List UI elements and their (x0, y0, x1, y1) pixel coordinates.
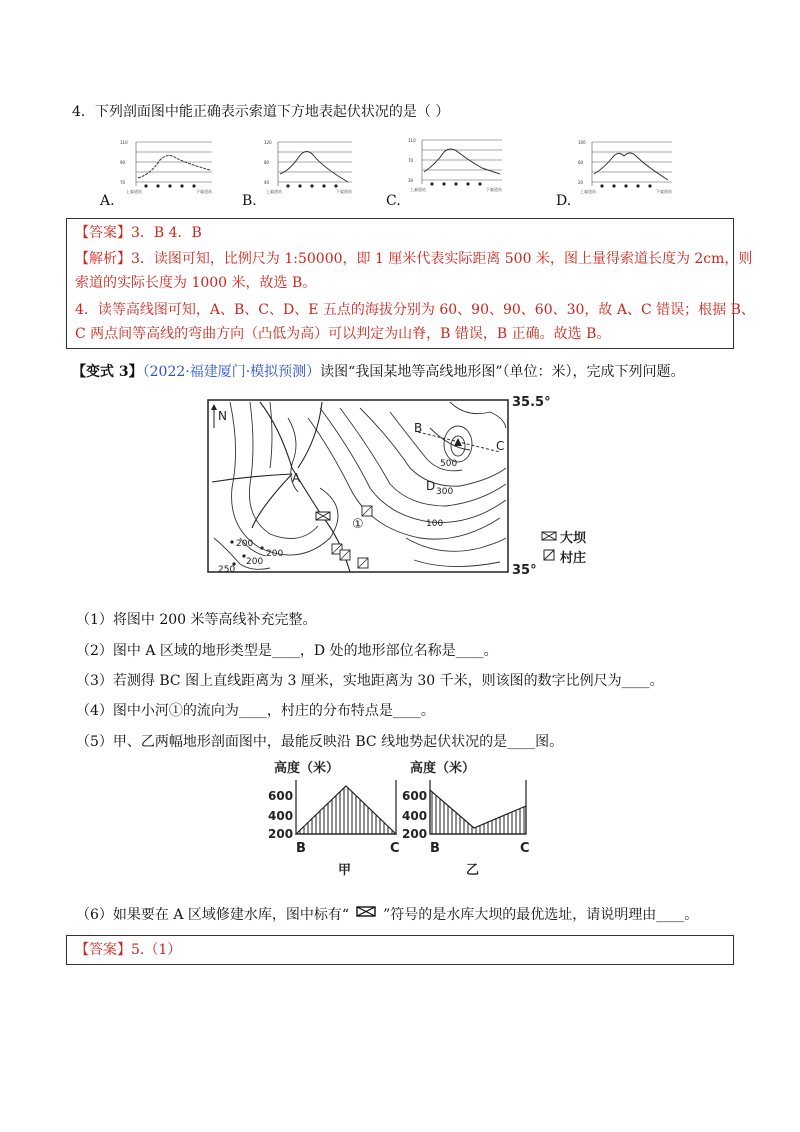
profile-chart-d (572, 134, 678, 196)
profile-option-b (258, 134, 358, 200)
answer-box-2 (66, 935, 734, 965)
profile-chart-c (402, 134, 508, 196)
river-mark: ① (352, 517, 364, 532)
analysis-tag: 【解析】 (75, 251, 131, 267)
map-label-c: C (496, 439, 505, 453)
right-c: 下索道站 (486, 187, 502, 192)
tick-c-4: 30 (408, 178, 414, 183)
tick-c-2: 70 (408, 158, 414, 163)
profile-left-1: B (296, 841, 306, 856)
profile-tick-600-2: 600 (402, 789, 428, 803)
contour-map-svg (200, 388, 620, 578)
right-d: 下索道站 (656, 189, 672, 194)
question-5: （5）甲、乙两幅地形剖面图中，最能反映沿 BC 线地势起伏状况的是____图。 (76, 734, 564, 750)
analysis-text-4: C 两点间等高线的弯曲方向（凸低为高）可以判定为山脊，B 错误，B 正确。故选 B。 (75, 326, 611, 342)
contour-label-200a: 200 (236, 539, 254, 549)
variant-text: 读图“我国某地等高线地形图”（单位：米），完成下列问题。 (320, 364, 685, 380)
right-b: 下索道站 (336, 189, 352, 194)
left-a: 上索道站 (126, 189, 142, 194)
left-c: 上索道站 (410, 187, 426, 192)
answer2-line (75, 940, 181, 960)
profile-tick-400-1: 400 (268, 809, 294, 823)
analysis-text-1: 3．读图可知，比例尺为 1:50000，即 1 厘米代表实际距离 500 米，图上量得索道长度为 2cm，则 (131, 251, 753, 267)
profile-tick-400-2: 400 (402, 809, 428, 823)
profile-ylabel-2: 高度（米） (410, 761, 476, 776)
legend-dam-label: 大坝 (560, 531, 587, 546)
contour-map (200, 388, 620, 582)
question-1: （1）将图中 200 米等高线补充完整。 (76, 612, 317, 628)
profile-name-jia: 甲 (338, 863, 352, 878)
question-4-title: 4．下列剖面图中能正确表示索道下方地表起伏状况的是（ ） (72, 104, 450, 120)
tick-b-0: 120 (264, 140, 272, 145)
option-c-label: C. (386, 193, 401, 209)
left-b: 上索道站 (266, 189, 282, 194)
tick-a-0: 110 (120, 140, 128, 145)
tick-d-2: 60 (578, 160, 584, 165)
profile-option-a (116, 134, 216, 200)
question-3: （3）若测得 BC 图上直线距离为 3 厘米，实地距离为 30 千米，则该图的数字比例尺为____。 (76, 673, 664, 689)
tick-b-2: 80 (264, 160, 270, 165)
profile-chart-b (258, 134, 358, 196)
answer2-text: 5.（1） (131, 942, 182, 958)
question-2: （2）图中 A 区域的地形类型是____，D 处的地形部位名称是____。 (76, 643, 498, 659)
lat-bottom-label: 35° (512, 563, 537, 578)
profile-charts (262, 758, 542, 884)
right-a: 下索道站 (196, 189, 212, 194)
contour-label-200b: 200 (246, 557, 264, 567)
contour-label-200c: 200 (266, 549, 284, 559)
tick-c-0: 110 (408, 138, 416, 143)
variant-header (72, 361, 684, 381)
answer-box (66, 218, 755, 349)
question-4: （4）图中小河①的流向为____，村庄的分布特点是____。 (76, 703, 435, 719)
option-b-label: B. (242, 193, 257, 209)
map-label-b: B (414, 421, 423, 435)
lat-top-label: 35.5° (512, 395, 551, 410)
contour-label-250: 250 (218, 565, 236, 575)
variant-source: （2022·福建厦门·模拟预测） (142, 364, 321, 380)
profile-ylabel-1: 高度（米） (274, 761, 340, 776)
contour-label-300: 300 (436, 487, 454, 497)
tick-d-0: 100 (578, 140, 586, 145)
answer-line (75, 223, 202, 243)
variant-tag: 【变式 3】 (72, 364, 143, 380)
question-6-pre: （6）如果要在 A 区域修建水库，图中标有“ (76, 907, 350, 923)
profile-option-c (402, 134, 508, 200)
profile-charts-svg (262, 758, 542, 880)
answer-text: 3．B 4．B (131, 225, 202, 241)
profile-tick-200-2: 200 (402, 827, 428, 841)
profile-name-yi: 乙 (466, 863, 480, 878)
option-d-label: D. (556, 193, 572, 209)
profile-tick-200-1: 200 (268, 827, 294, 841)
question-6-post: ”符号的是水库大坝的最优选址，请说明理由____。 (383, 907, 699, 923)
map-label-a: A (292, 471, 301, 485)
left-d: 上索道站 (580, 189, 596, 194)
profile-chart-a (116, 134, 216, 196)
map-label-d: D (426, 479, 436, 493)
option-a-label: A. (100, 193, 115, 209)
profile-left-2: B (430, 841, 440, 856)
profile-tick-600-1: 600 (268, 789, 294, 803)
tick-a-4: 70 (120, 180, 126, 185)
answer-tag: 【答案】 (75, 225, 131, 241)
analysis-line-1 (75, 249, 752, 269)
question-6 (76, 904, 698, 924)
legend-village-label: 村庄 (560, 551, 587, 566)
profile-option-d (572, 134, 678, 200)
profile-right-2: C (520, 841, 530, 856)
tick-d-4: 20 (578, 180, 584, 185)
contour-label-100: 100 (426, 519, 444, 529)
tick-b-4: 40 (264, 180, 270, 185)
analysis-text-3: 4．读等高线图可知，A、B、C、D、E 五点的海拔分别为 60、90、90、60、30，故 A、C 错误；根据 B、 (75, 302, 755, 318)
north-label: N (218, 409, 227, 423)
tick-a-2: 90 (120, 160, 126, 165)
analysis-text-2: 索道的实际长度为 1000 米，故选 B。 (75, 275, 317, 291)
profile-right-1: C (390, 841, 400, 856)
contour-label-500: 500 (440, 459, 458, 469)
answer2-tag: 【答案】 (75, 942, 131, 958)
